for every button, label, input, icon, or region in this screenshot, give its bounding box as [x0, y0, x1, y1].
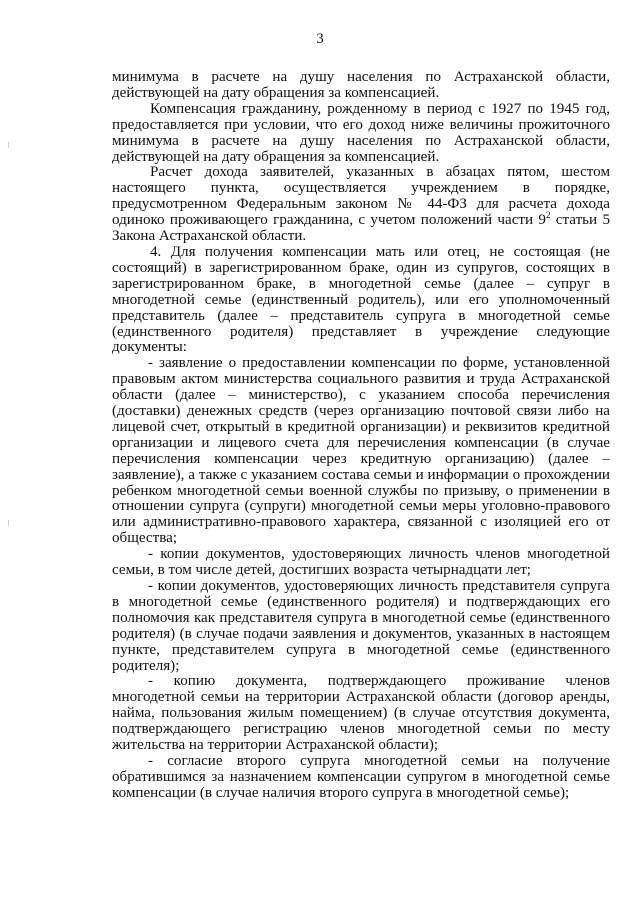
paragraph-compensation-1927-1945: Компенсация гражданину, рожденному в период с 1927 по 1945 год, предоставляется при условии, что его доход ниже величины прожиточного минимума в расчете на душу населения по Астраханской области, действующей на дату обращения за компенсацией.: [112, 100, 610, 165]
page-number: 3: [316, 31, 324, 47]
paragraph-item-4: 4. Для получения компенсации мать или отец, не состоящая (не состоящий) в зарегистрированном браке, один из супругов, состоящих в зарегистрированном браке, в многодетной семье (далее – супруг в многодетной семье (единственный родитель), или его уполномоченный представитель (далее – представитель супруга в многодетной семье (единственного родителя) представляет в учреждение следующие документы:: [112, 243, 610, 356]
paragraph-income-calculation: [112, 165, 610, 245]
list-item-residence-document: - копию документа, подтверждающего проживание членов многодетной семьи на территории Астраханской области (договор аренды, найма, пользования жилым помещением) (в случае отсутствия документа, подтверждающего регистрацию членов многодетной семьи по месту жительства на территории Астраханской области);: [112, 673, 610, 754]
income-text-main: Расчет дохода заявителей, указанных в абзацах пятом, шестом настоящего пункта, осуществляется учреждением в порядке, предусмотренном Федеральным законом № 44-ФЗ для расчета дохода одиноко проживающего гражданина, с учетом положений части 9: [112, 164, 610, 229]
margin-mark: [8, 142, 9, 148]
list-item-representative-copies: - копии документов, удостоверяющих личность представителя супруга в многодетной семье (единственного родителя) и подтверждающих его полномочия как представителя супруга в многодетной семье (единственного родителя) (в случае подачи заявления и документов, указанных в настоящем пункте, представителем супруга в многодетной семье (единственного родителя);: [112, 578, 610, 674]
list-item-spouse-consent: - согласие второго супруга многодетной семьи на получение обратившимся за назначением компенсации супругом в многодетной семье компенсации (в случае наличия второго супруга в многодетной семье);: [112, 752, 610, 801]
margin-mark: [8, 520, 9, 526]
superscript: 2: [545, 210, 551, 221]
paragraph-continuation: минимума в расчете на душу населения по Астраханской области, действующей на дату обращения за компенсацией.: [112, 69, 610, 101]
list-item-identity-copies: - копии документов, удостоверяющих личность членов многодетной семьи, в том числе детей, достигших возраста четырнадцати лет;: [112, 546, 610, 579]
document-body: [112, 70, 610, 802]
list-item-application: - заявление о предоставлении компенсации по форме, установленной правовым актом министерства социального развития и труда Астраханской области (далее – министерство), с указанием способа перечисления (доставки) денежных средств (через организацию почтовой связи либо на лицевой счет, открытый в кредитной организации) и реквизитов кредитной организации и лицевого счета для перечисления компенсации (в случае перечисления компенсации через кредитную организацию) (далее – заявление), а также с указанием состава семьи и информации о прохождении ребенком многодетной семьи военной службы по призыву, о применении в отношении супруга (супруги) многодетной семьи меры уголовно-правового или административно-правового характера, связанной с изоляцией его от общества;: [112, 355, 610, 547]
income-text-end: статьи 5 Закона Астраханской области.: [112, 212, 610, 245]
